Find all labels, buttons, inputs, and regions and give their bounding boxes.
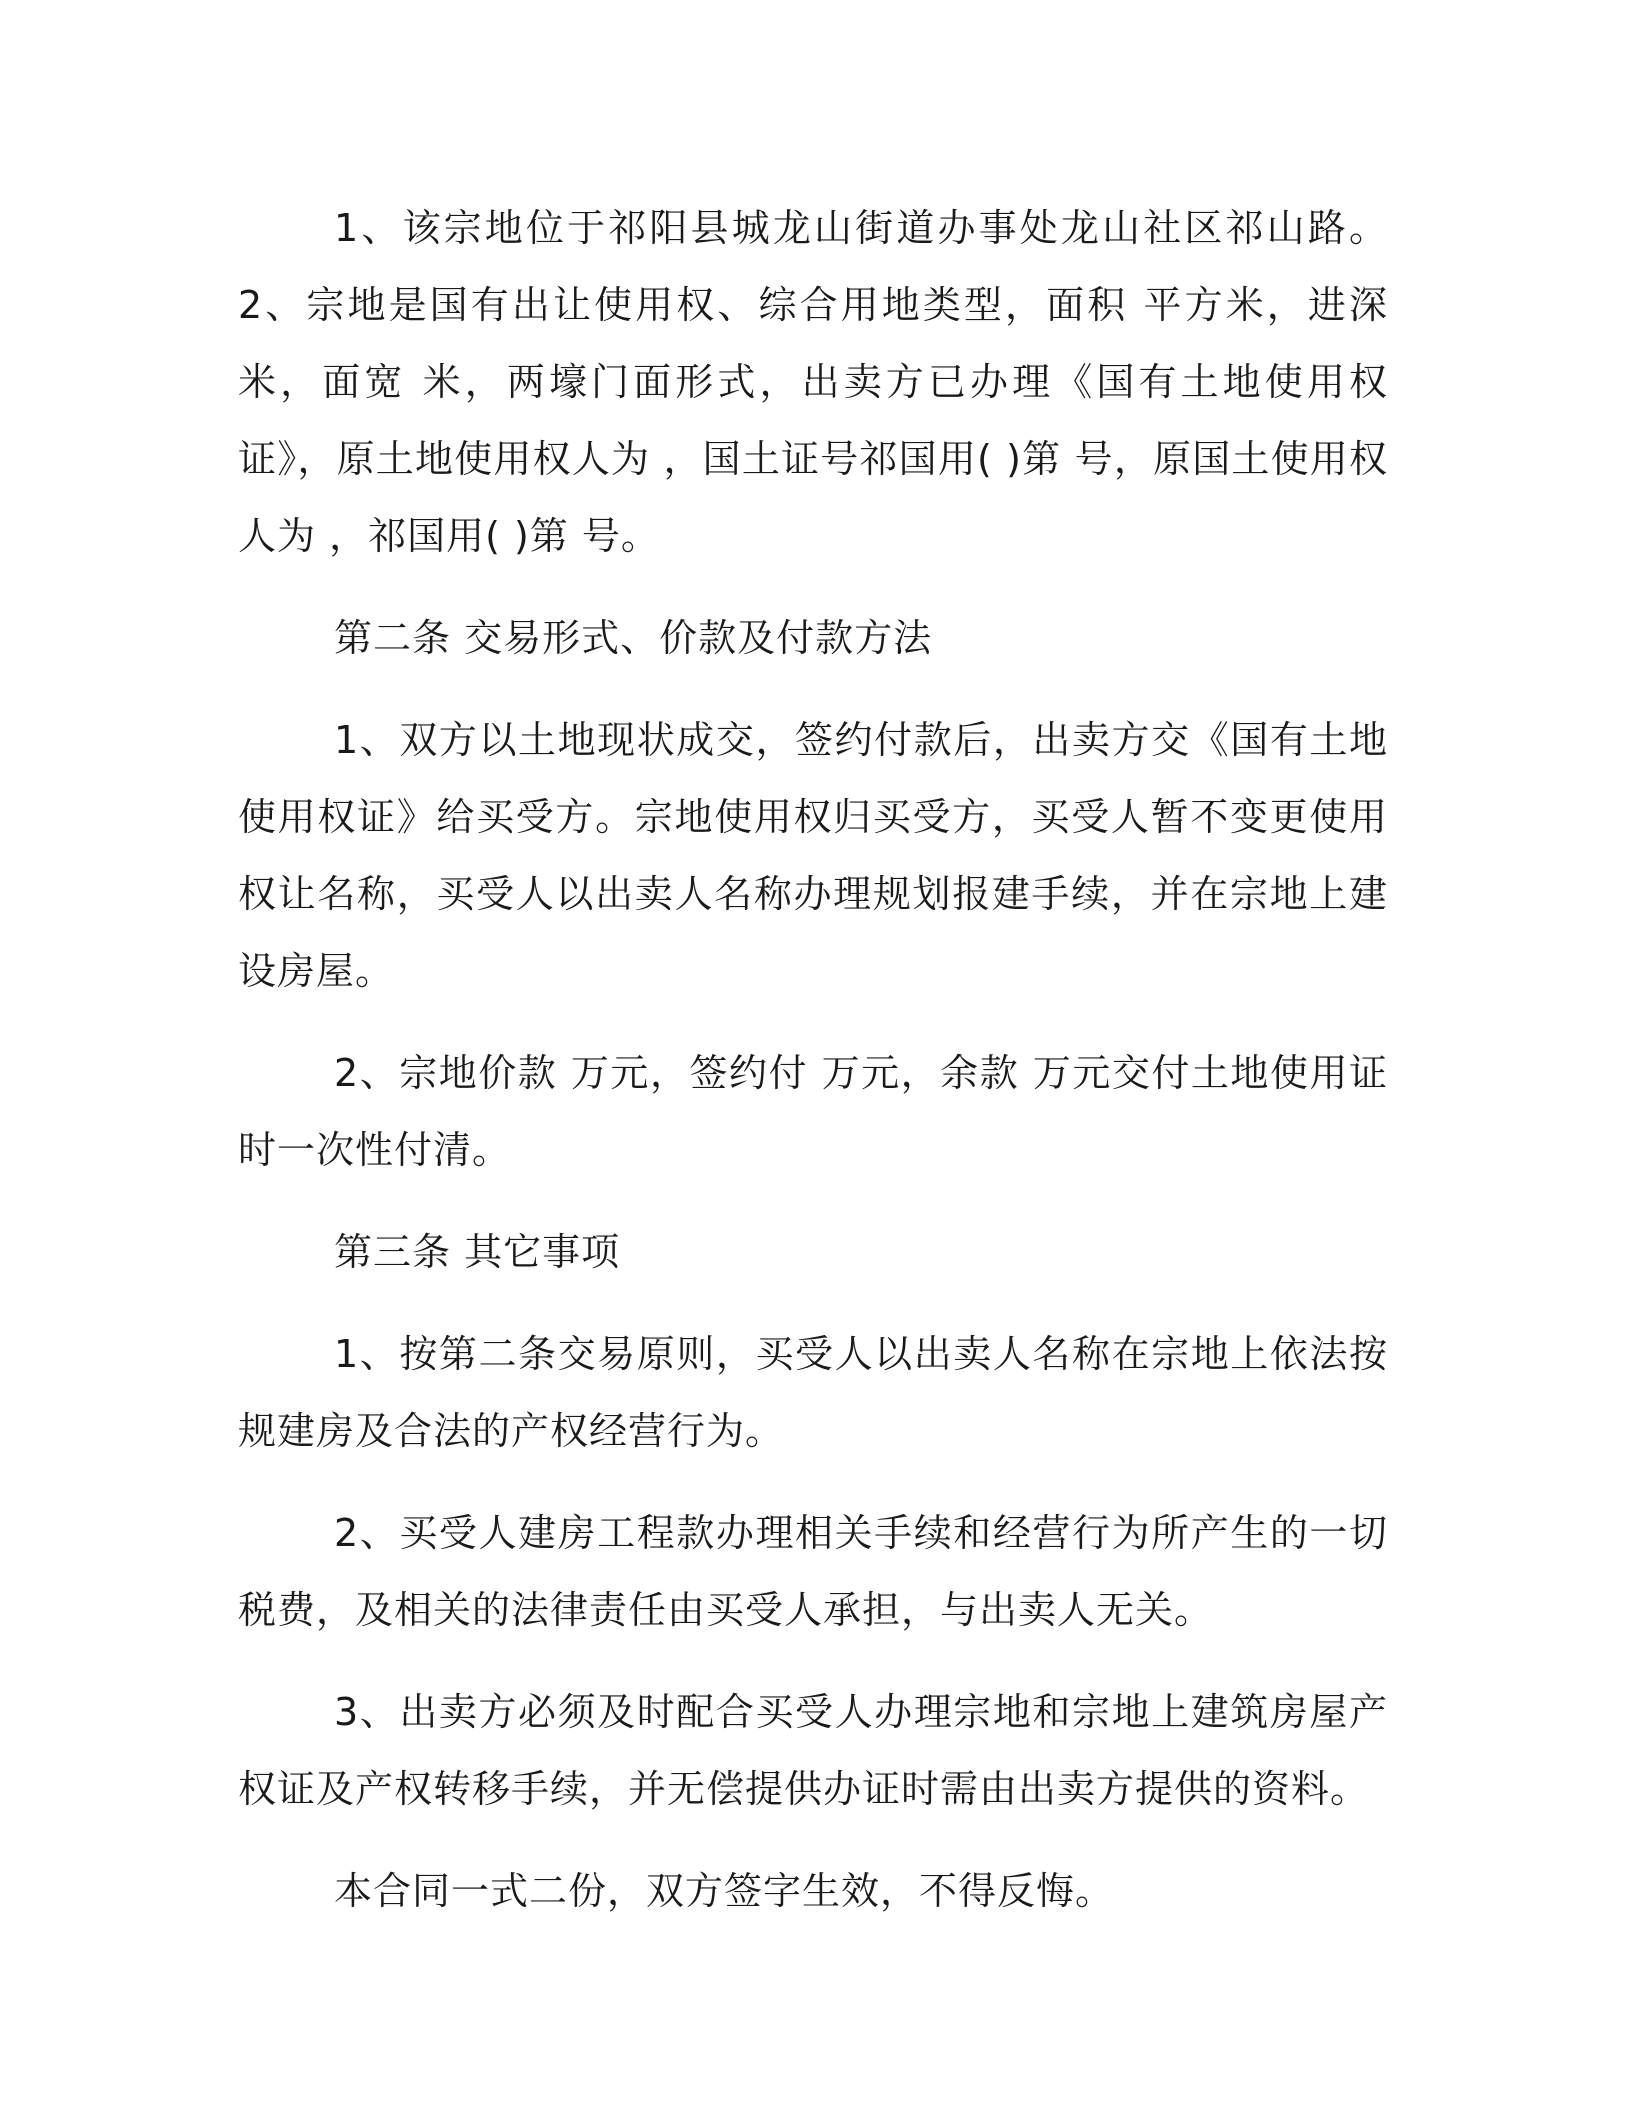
paragraph-transaction-form: 1、双方以土地现状成交，签约付款后，出卖方交《国有土地使用权证》给买受方。宗地使用权归买受方，买受人暂不变更使用权让名称，买受人以出卖人名称办理规划报建手续，并在宗地上建设房屋。 — [238, 718, 1388, 993]
paragraph-land-location: 1、该宗地位于祁阳县城龙山街道办事处龙山社区祁山路。 2、宗地是国有出让使用权、综合用地类型，面积 平方米，进深 米，面宽 米，两壕门面形式，出卖方已办理《国有土地使用权证》，原土地使用权人为 ，国土证号祁国用( )第 号，原国土使用权人为 ，祁国用( )第 号。 — [238, 206, 1388, 558]
paragraph-contract-copies: 本合同一式二份，双方签字生效，不得反悔。 — [334, 1869, 1115, 1913]
paragraph-taxes-liability: 2、买受人建房工程款办理相关手续和经营行为所产生的一切税费，及相关的法律责任由买受人承担，与出卖人无关。 — [238, 1511, 1388, 1632]
paragraph-spacer — [238, 1189, 1388, 1214]
paragraph-spacer — [238, 1828, 1388, 1853]
paragraph-spacer — [238, 1291, 1388, 1316]
article-two-heading: 第二条 交易形式、价款及付款方法 — [334, 616, 933, 660]
paragraph-spacer — [238, 677, 1388, 702]
paragraph-price-payment: 2、宗地价款 万元，签约付 万元，余款 万元交付土地使用证时一次性付清。 — [238, 1051, 1388, 1172]
article-three-heading: 第三条 其它事项 — [334, 1230, 621, 1274]
paragraph-spacer — [238, 1470, 1388, 1495]
paragraph-spacer — [238, 575, 1388, 600]
paragraph-spacer — [238, 1649, 1388, 1674]
paragraph-spacer — [238, 1010, 1388, 1035]
paragraph-seller-cooperation: 3、出卖方必须及时配合买受人办理宗地和宗地上建筑房屋产权证及产权转移手续，并无偿提供办证时需由出卖方提供的资料。 — [238, 1690, 1388, 1811]
paragraph-building-rights: 1、按第二条交易原则，买受人以出卖人名称在宗地上依法按规建房及合法的产权经营行为。 — [238, 1332, 1388, 1453]
document-body — [238, 190, 1388, 1930]
